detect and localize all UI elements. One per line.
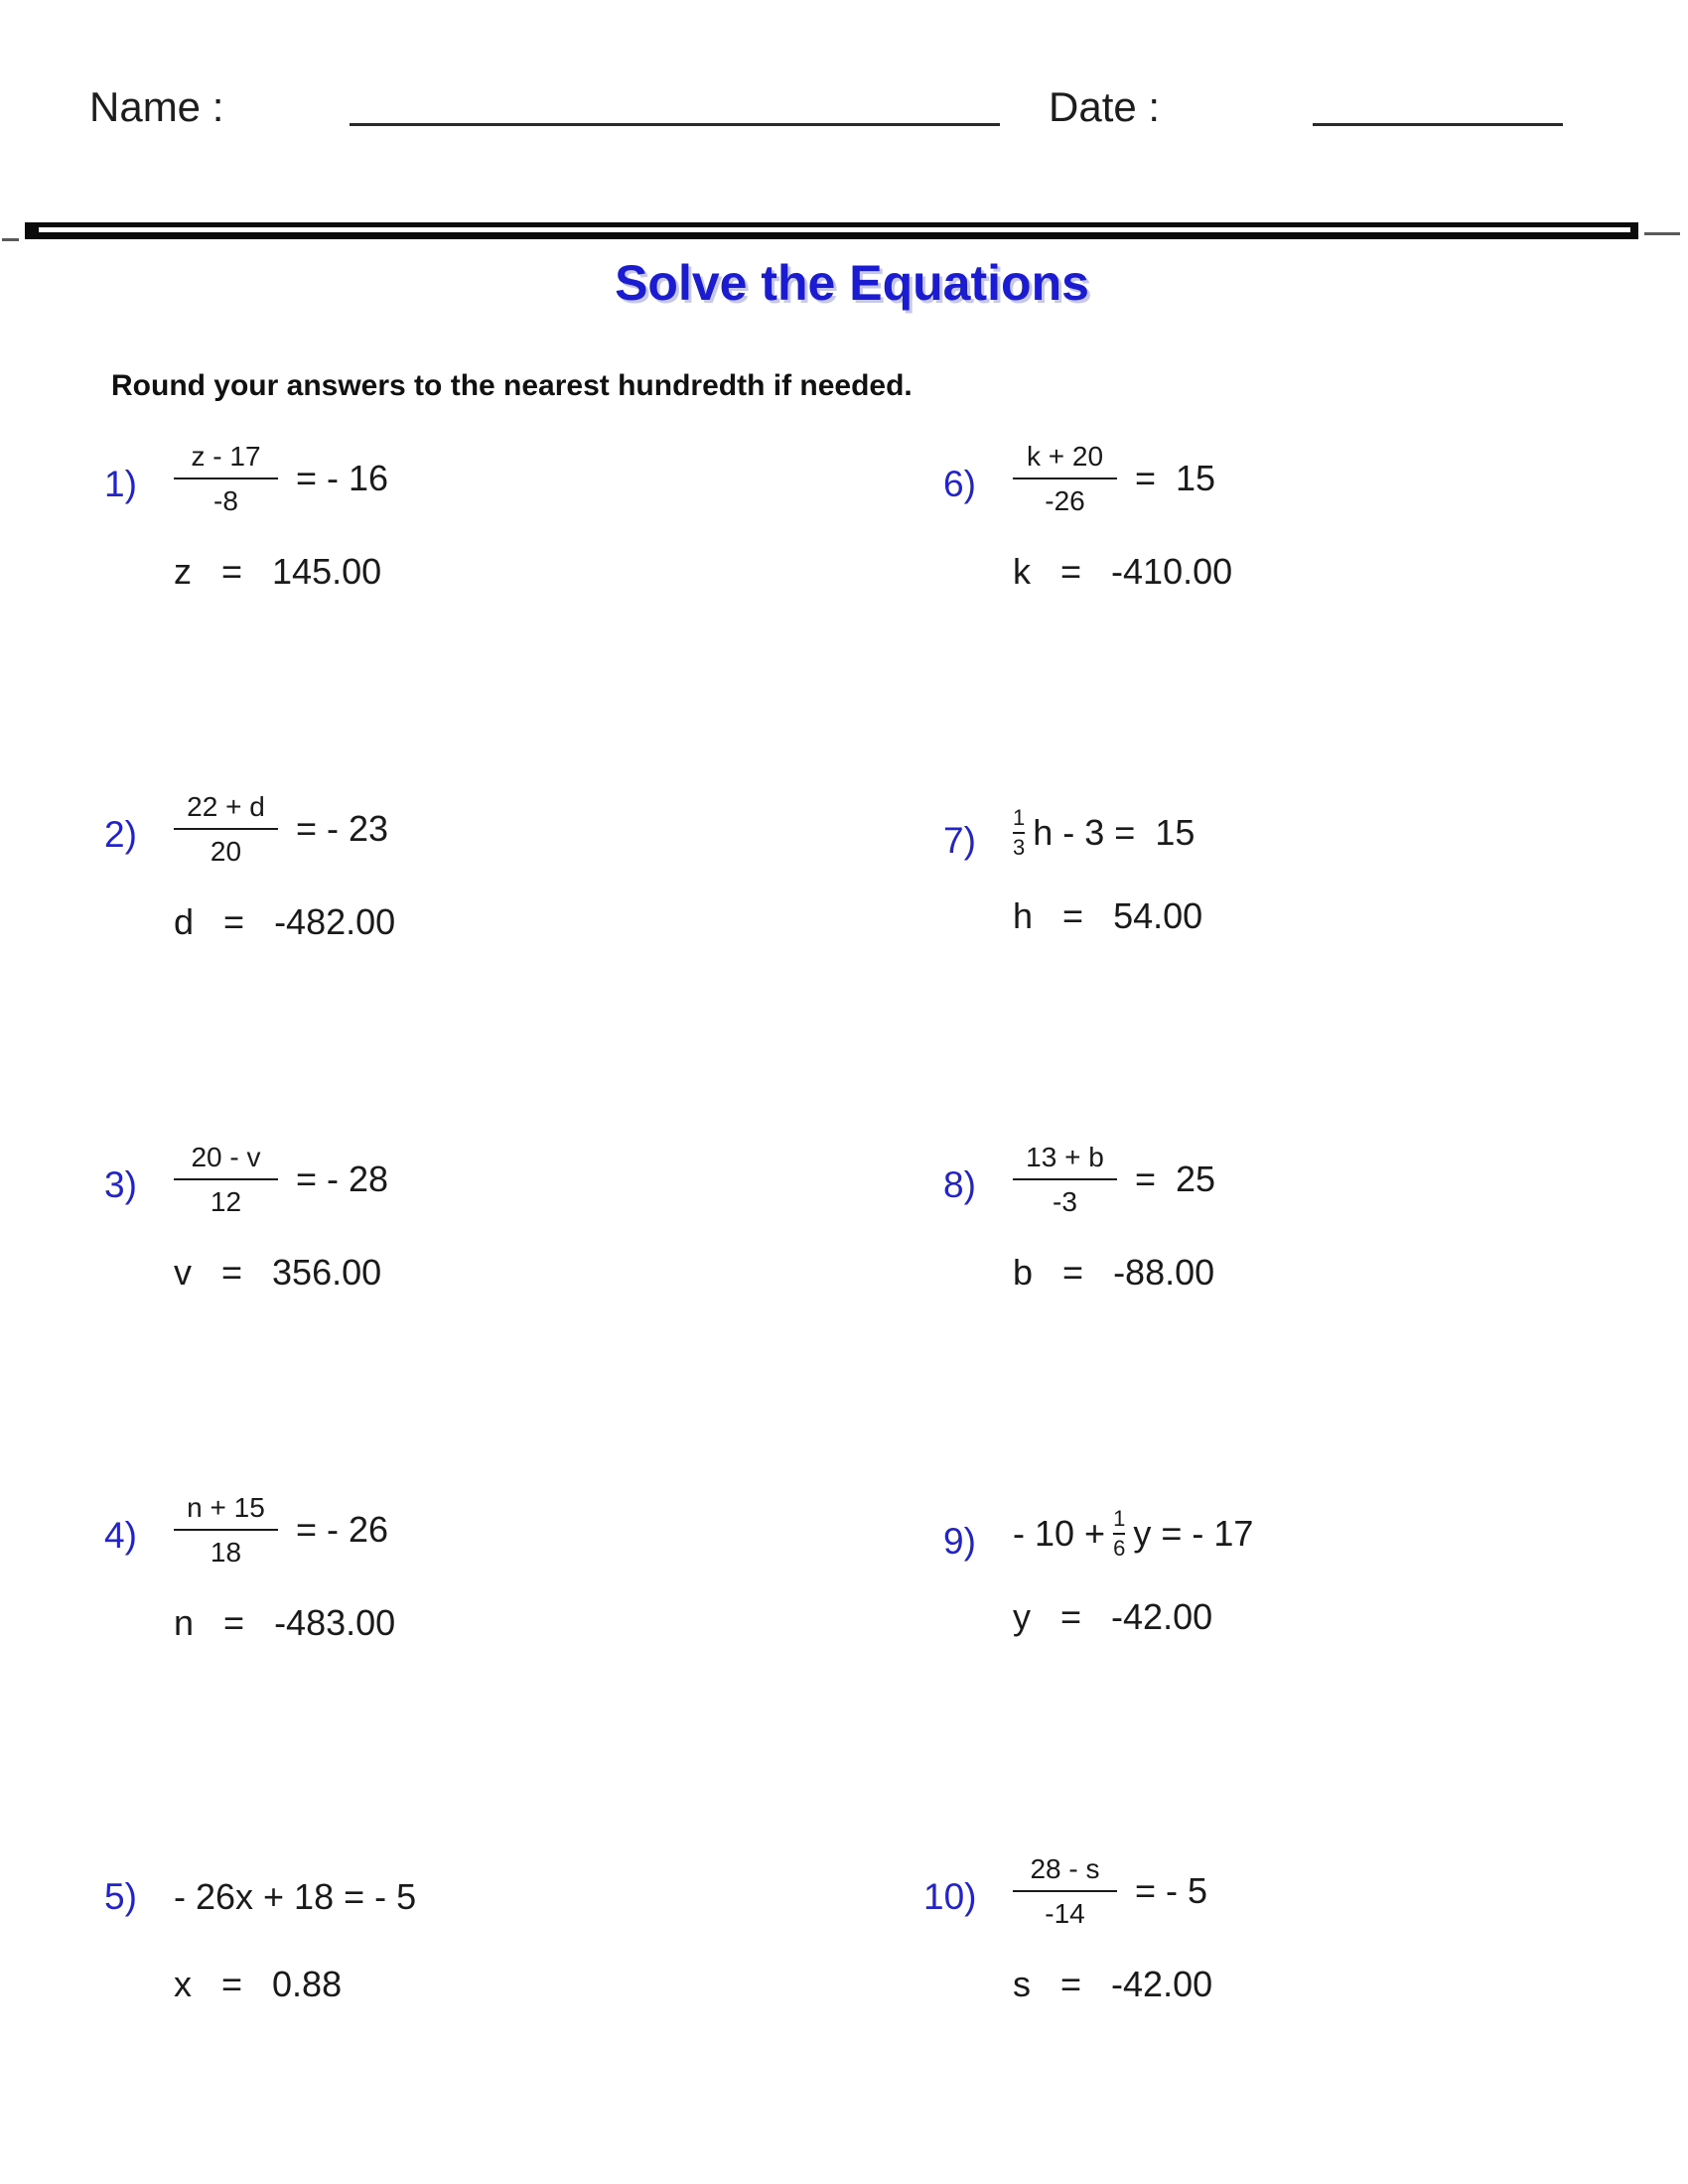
equals-sign: = [1062, 895, 1084, 936]
problem-number: 2) [104, 814, 137, 855]
equals-sign: = [223, 1602, 245, 1643]
equation-rest: h - 3 = 15 [1033, 812, 1196, 853]
fraction [1013, 1852, 1117, 1930]
equation-rhs: = - 5 [1135, 1870, 1208, 1911]
fraction-numerator: 20 - v [191, 1142, 261, 1172]
equation-lead: - 10 + [1013, 1513, 1106, 1554]
equals-sign: = [221, 1964, 243, 2004]
equation [1013, 806, 1202, 860]
fraction-bar [1013, 478, 1117, 479]
answer-value: -483.00 [274, 1602, 396, 1643]
fraction [174, 790, 278, 868]
fraction [174, 440, 278, 517]
fraction-denominator: 18 [210, 1537, 242, 1568]
answer-line [1013, 895, 1202, 937]
fraction-denominator: 20 [210, 836, 242, 867]
equals-sign: = [1060, 551, 1082, 592]
equals-sign: = [221, 551, 243, 592]
problem-5 [104, 1854, 416, 2005]
fraction-bar [1013, 1890, 1117, 1892]
fraction-bar [1113, 1533, 1125, 1535]
fraction-numerator: z - 17 [191, 441, 261, 472]
date-label: Date : [1049, 83, 1161, 130]
equation [174, 1491, 395, 1569]
fraction [174, 1141, 278, 1218]
fraction-bar [174, 828, 278, 830]
problem-number: 6) [943, 464, 976, 504]
answer-line [174, 1602, 395, 1644]
problem-number: 9) [943, 1521, 976, 1562]
fraction [1013, 1141, 1117, 1218]
answer-value: 54.00 [1113, 895, 1203, 936]
answer-line [174, 1964, 416, 2005]
answer-variable: s [1013, 1964, 1031, 2004]
equation: - 26x + 18 = - 5 [174, 1876, 417, 1917]
equation-rhs: = - 26 [296, 1509, 389, 1550]
fraction-denominator: -3 [1053, 1186, 1077, 1217]
problem-10 [923, 1852, 1212, 2005]
answer-variable: d [174, 901, 195, 942]
problem-number: 8) [943, 1164, 976, 1205]
equation [1013, 1141, 1215, 1218]
problem-7 [943, 790, 1202, 937]
date-blank-line [1313, 123, 1563, 126]
equation-rhs: = 25 [1135, 1159, 1216, 1199]
answer-value: -42.00 [1111, 1596, 1213, 1637]
problem-4 [104, 1491, 395, 1644]
fraction-numerator: 22 + d [187, 791, 265, 822]
fraction-numerator: 1 [1113, 1506, 1126, 1531]
answer-line [1013, 1252, 1215, 1294]
fraction-denominator: -8 [213, 485, 238, 516]
fraction-numerator: n + 15 [187, 1492, 265, 1523]
problem-9 [943, 1491, 1253, 1638]
answer-line [174, 551, 388, 593]
answer-line [1013, 1596, 1253, 1638]
equation-rhs: = - 28 [296, 1159, 389, 1199]
answer-variable: n [174, 1602, 195, 1643]
answer-variable: b [1013, 1252, 1034, 1293]
header-divider-inner-stripe [39, 227, 1630, 232]
answer-variable: z [174, 551, 192, 592]
problem-8 [943, 1141, 1215, 1294]
fraction [1013, 440, 1117, 517]
answer-line [1013, 551, 1232, 593]
answer-variable: y [1013, 1596, 1031, 1637]
answer-variable: h [1013, 895, 1034, 936]
divider-dash-right [1644, 232, 1680, 235]
header-divider [25, 222, 1638, 239]
fraction [174, 1491, 278, 1569]
equals-sign: = [1060, 1964, 1082, 2004]
fraction-bar [1013, 1178, 1117, 1180]
equation-rhs: = - 16 [296, 458, 389, 498]
problem-2 [104, 790, 395, 943]
name-blank-line [350, 123, 1000, 126]
equals-sign: = [1060, 1596, 1082, 1637]
fraction-bar [174, 478, 278, 479]
fraction-bar [174, 1529, 278, 1531]
divider-dash-left [2, 238, 19, 241]
answer-value: -42.00 [1111, 1964, 1213, 2004]
problem-number: 5) [104, 1876, 137, 1917]
equation [1013, 1507, 1253, 1561]
equals-sign: = [223, 901, 245, 942]
equation-rhs: = 15 [1135, 458, 1216, 498]
answer-variable: k [1013, 551, 1031, 592]
fraction-denominator: 3 [1013, 835, 1026, 860]
problem-number: 10) [923, 1876, 977, 1917]
problem-6 [943, 440, 1232, 593]
answer-line [174, 901, 395, 943]
equation-rest: y = - 17 [1133, 1513, 1254, 1554]
fraction-denominator: 6 [1113, 1536, 1126, 1561]
answer-value: -410.00 [1111, 551, 1233, 592]
problem-number: 7) [943, 820, 976, 861]
problem-number: 3) [104, 1164, 137, 1205]
equation [174, 440, 388, 517]
fraction-numerator: 28 - s [1030, 1853, 1100, 1884]
fraction-numerator: k + 20 [1026, 441, 1104, 472]
problem-3 [104, 1141, 388, 1294]
equals-sign: = [1062, 1252, 1084, 1293]
fraction-numerator: 13 + b [1026, 1142, 1104, 1172]
equals-sign: = [221, 1252, 243, 1293]
fraction-bar [1013, 832, 1025, 834]
fraction-denominator: 12 [210, 1186, 242, 1217]
answer-value: 0.88 [272, 1964, 343, 2004]
equation [1013, 1852, 1212, 1930]
problem-number: 4) [104, 1515, 137, 1556]
fraction-bar [174, 1178, 278, 1180]
name-label: Name : [89, 83, 224, 130]
fraction-numerator: 1 [1013, 805, 1026, 830]
answer-line [1013, 1964, 1212, 2005]
answer-value: -88.00 [1113, 1252, 1215, 1293]
equation [174, 1141, 388, 1218]
page-title: Solve the Equations [615, 255, 1089, 311]
problem-1 [104, 440, 388, 593]
coefficient-fraction [1113, 1507, 1125, 1561]
equation-rhs: = - 23 [296, 808, 389, 849]
answer-line [174, 1252, 388, 1294]
problem-number: 1) [104, 464, 137, 504]
fraction-denominator: -26 [1045, 485, 1085, 516]
answer-value: 145.00 [272, 551, 382, 592]
equation [1013, 440, 1232, 517]
coefficient-fraction [1013, 806, 1025, 860]
instruction-text: Round your answers to the nearest hundredth if needed. [111, 369, 913, 402]
fraction-denominator: -14 [1045, 1898, 1085, 1929]
answer-value: -482.00 [274, 901, 396, 942]
answer-value: 356.00 [272, 1252, 382, 1293]
equation [174, 790, 395, 868]
answer-variable: x [174, 1964, 192, 2004]
answer-variable: v [174, 1252, 192, 1293]
